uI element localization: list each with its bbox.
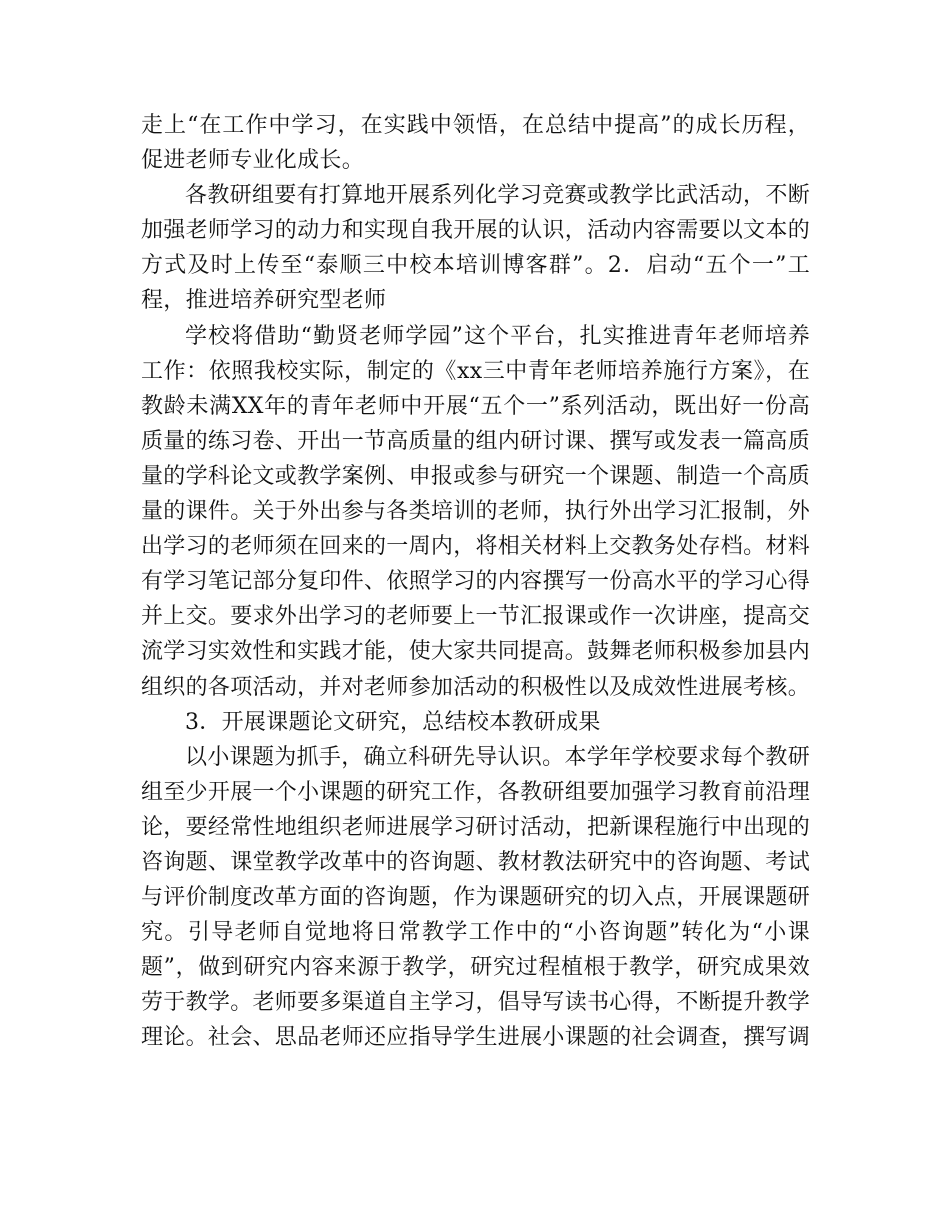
paragraph-young-teacher-training: 学校将借助“勤贤老师学园”这个平台，扎实推进青年老师培养工作：依照我校实际，制定的《xx三中青年老师培养施行方案》，在教龄未满XX年的青年老师中开展“五个一”系列活动，既出好一份高质量的练习卷、开出一节高质量的组内研讨课、撰写或发表一篇高质量的学科论文或教学案例、申报或参与研究一个课题、制造一个高质量的课件。关于外出参与各类培训的老师，执行外出学习汇报制，外出学习的老师须在回来的一周内，将相关材料上交教务处存档。材料有学习笔记部分复印件、依照学习的内容撰写一份高水平的学习心得并上交。要求外出学习的老师要上一节汇报课或作一次讲座，提高交流学习实效性和实践才能，使大家共同提高。鼓舞老师积极参加县内组织的各项活动，并对老师参加活动的积极性以及成效性进展考核。 — [141, 323, 811, 700]
section-heading-research: 3．开展课题论文研究，总结校本教研成果 — [185, 709, 601, 735]
document-page — [141, 108, 810, 1056]
paragraph-continuation: 走上“在工作中学习，在实践中领悟，在总结中提高”的成长历程，促进老师专业化成长。 — [141, 113, 810, 174]
paragraph-small-topic-research: 以小课题为抓手，确立科研先导认识。本学年学校要求每个教研组至少开展一个小课题的研究工作，各教研组要加强学习教育前沿理论，要经常性地组织老师进展学习研讨活动，把新课程施行中出现的咨询题、课堂教学改革中的咨询题、教材教法研究中的咨询题、考试与评价制度改革方面的咨询题，作为课题研究的切入点，开展课题研究。引导老师自觉地将日常教学工作中的“小咨询题”转化为“小课题”，做到研究内容来源于教学，研究过程植根于教学，研究成果效劳于教学。老师要多渠道自主学习，倡导写读书心得，不断提升教学理论。社会、思品老师还应指导学生进展小课题的社会调查，撰写调 — [141, 744, 811, 1051]
paragraph-study-competition: 各教研组要有打算地开展系列化学习竞赛或教学比武活动，不断加强老师学习的动力和实现自我开展的认识，活动内容需要以文本的方式及时上传至“泰顺三中校本培训博客群”。2．启动“五个一”工程，推进培养研究型老师 — [141, 183, 811, 314]
